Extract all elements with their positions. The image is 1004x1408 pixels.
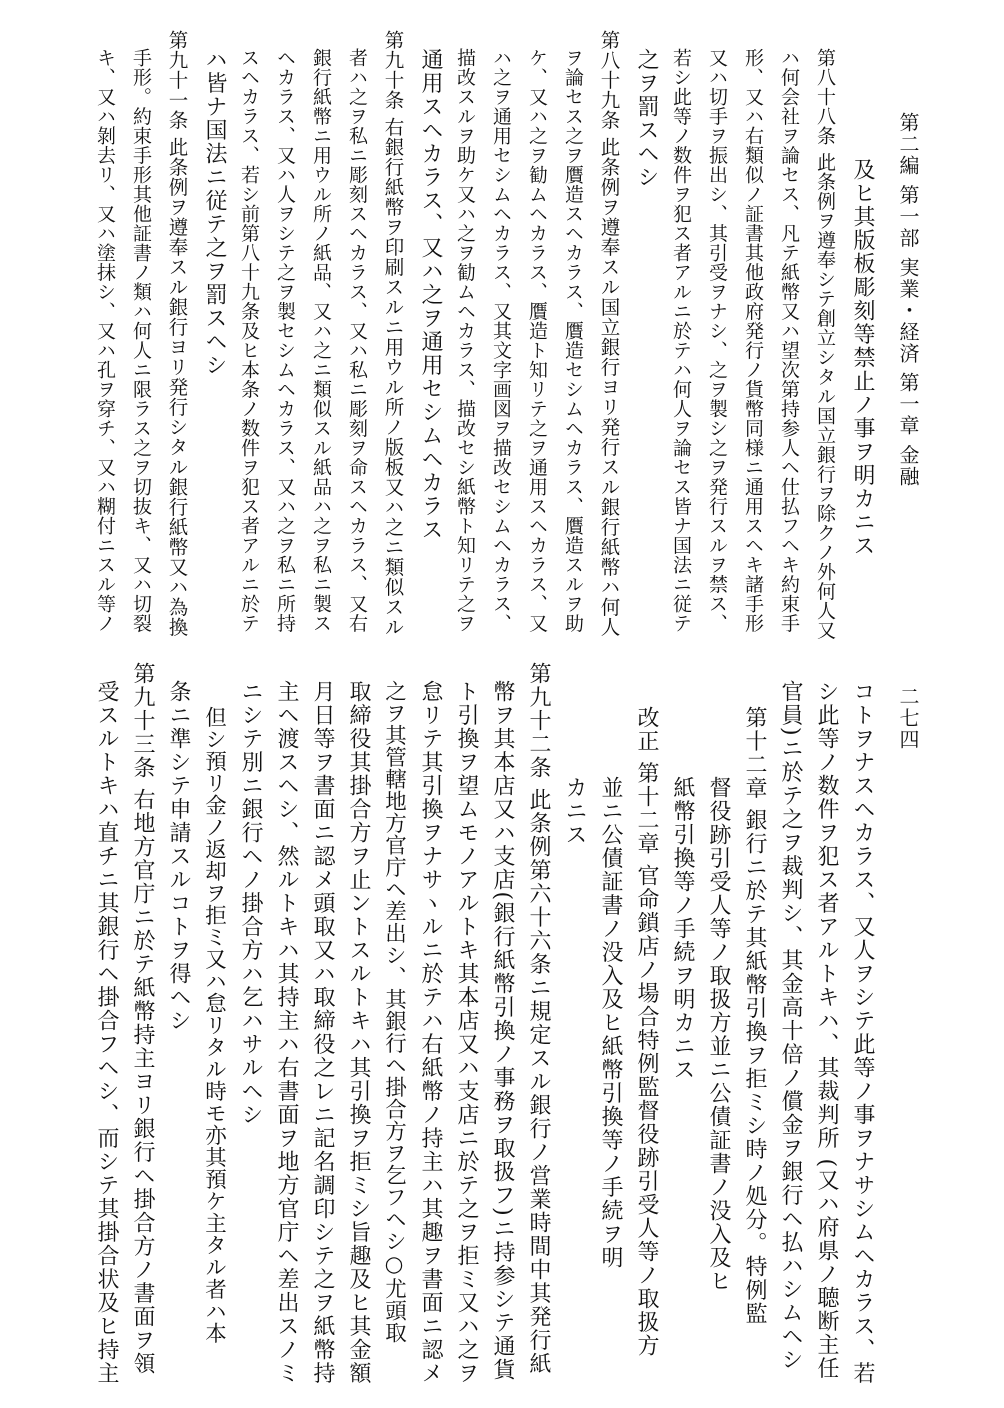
- text-column: 者ハ之ヲ私ニ彫刻スヘカラス、又ハ私ニ彫刻ヲ命スヘカラス、又右: [346, 48, 368, 633]
- chapter-heading: 第十二章 銀行ニ於テ其紙幣引換ヲ拒ミシ時ノ処分。特例監: [742, 706, 767, 1326]
- text-column: ヘカラス、又ハ人ヲシテ之ヲ製セシムヘカラス、又ハ之ヲ私ニ所持: [274, 48, 296, 633]
- text-column: 官員)ニ於テ之ヲ裁判シ、其金高十倍ノ償金ヲ銀行ヘ払ハシムヘシ: [778, 680, 803, 1372]
- text-column: 受スルトキハ直チニ其銀行ヘ掛合フヘシ、而シテ其掛合状及ヒ持主: [94, 680, 119, 1385]
- text-column: キ、又ハ剝去リ、又ハ塗抹シ、又ハ孔ヲ穿チ、又ハ糊付ニスル等ノ: [94, 48, 116, 633]
- text-column: ニシテ別ニ銀行ヘノ掛合方ハ乞ハサルヘシ: [238, 680, 263, 1127]
- text-column: ハ之ヲ通用セシムヘカラス、又其文字画図ヲ描改セシムヘカラス、: [490, 48, 512, 633]
- text-column: 手形。約束手形其他証書ノ類ハ何人ニ限ラス之ヲ切抜キ、又ハ切裂: [130, 48, 152, 633]
- chapter-heading: 並ニ公債証書ノ没入及ヒ紙幣引換等ノ手続ヲ明: [598, 776, 623, 1270]
- text-column: 条ニ準シテ申請スルコトヲ得ヘシ: [166, 680, 191, 1033]
- text-column: 又ハ切手ヲ振出シ、其引受ヲナシ、之ヲ製シ之ヲ発行スルヲ禁ス、: [706, 48, 728, 633]
- text-column: ケ、又ハ之ヲ勧ムヘカラス、贋造ト知リテ之ヲ通用スヘカラス、又: [526, 48, 548, 633]
- text-column: 第八十九条 此条例ヲ遵奉スル国立銀行ヨリ発行スル銀行紙幣ハ何人: [597, 30, 621, 637]
- text-column: ヲ論セス之ヲ贋造スヘカラス、贋造セシムヘカラス、贋造スルヲ助: [562, 48, 584, 633]
- text-column: 但シ預リ金ノ返却ヲ拒ミ又ハ怠リタル時モ亦其預ケ主タル者ハ本: [201, 706, 227, 1344]
- text-column: 及ヒ其版板彫刻等禁止ノ事ヲ明カニス: [850, 158, 875, 558]
- text-column: 之ヲ其管轄地方官庁ヘ差出シ、其銀行ヘ掛合方ヲ乞フヘシ○尤頭取: [381, 680, 407, 1344]
- text-column: 若シ此等ノ数件ヲ犯ス者アルニ於テハ何人ヲ論セス皆ナ国法ニ従テ: [670, 48, 692, 633]
- text-column: 第九十三条 右地方官庁ニ於テ紙幣持主ヨリ銀行ヘ掛合方ノ書面ヲ領: [130, 662, 155, 1376]
- chapter-heading: カニス: [562, 776, 587, 847]
- text-column: ト引換ヲ望ムモノアルトキ其本店又ハ支店ニ於テ之ヲ拒ミ又ハ之ヲ: [454, 680, 479, 1385]
- text-column: 幣ヲ其本店又ハ支店(銀行紙幣引換ノ事務ヲ取扱フ)ニ持参シテ通貨: [490, 680, 515, 1382]
- text-column: スヘカラス、若シ前第八十九条及ヒ本条ノ数件ヲ犯ス者アルニ於テ: [238, 48, 260, 633]
- text-column: シ此等ノ数件ヲ犯ス者アルトキハ、其裁判所 (又ハ府県ノ聴断主任: [814, 680, 839, 1381]
- page-number: 二七四: [896, 686, 920, 751]
- running-header: 第二編 第一部 実業・経済 第一章 金融: [896, 112, 920, 488]
- text-column: 月日等ヲ書面ニ認メ頭取又ハ取締役之レニ記名調印シテ之ヲ紙幣持: [310, 680, 335, 1385]
- text-column: コトヲナスヘカラス、又人ヲシテ此等ノ事ヲナサシムヘカラス、若: [850, 680, 875, 1385]
- text-column: 通用スヘカラス、又ハ之ヲ通用セシムヘカラス: [418, 48, 443, 542]
- text-column: 描改スルヲ助ケ又ハ之ヲ勧ムヘカラス、描改セシ紙幣ト知リテ之ヲ: [454, 48, 476, 633]
- text-column: 怠リテ其引換ヲナサヽルニ於テハ右紙幣ノ持主ハ其趣ヲ書面ニ認メ: [418, 680, 443, 1385]
- text-column: 銀行紙幣ニ用ウル所ノ紙品、又ハ之ニ類似スル紙品ハ之ヲ私ニ製ス: [310, 48, 332, 633]
- chapter-heading: 督役跡引受人等ノ取扱方並ニ公債証書ノ没入及ヒ: [706, 776, 731, 1293]
- text-column: 形、又ハ右類似ノ証書其他政府発行ノ貨幣同様ニ通用スヘキ諸手形: [742, 48, 764, 633]
- chapter-heading: 改正 第十二章 官命鎖店ノ場合特例監督役跡引受人等ノ取扱方: [634, 706, 659, 1358]
- text-column: ハ皆ナ国法ニ従テ之ヲ罰スヘシ: [202, 48, 227, 377]
- text-column: 第九十条 右銀行紙幣ヲ印刷スルニ用ウル所ノ版板又ハ之ニ類似スル: [381, 30, 405, 637]
- text-column: 取締役其掛合方ヲ止ントスルトキハ其引換ヲ拒ミシ旨趣及ヒ其金額: [346, 680, 371, 1385]
- text-column: 主ヘ渡スヘシ、然ルトキハ其持主ハ右書面ヲ地方官庁ヘ差出スノミ: [274, 680, 299, 1385]
- text-column: 第九十二条 此条例第六十六条ニ規定スル銀行ノ営業時間中其発行紙: [526, 662, 551, 1376]
- chapter-heading: 紙幣引換等ノ手続ヲ明カニス: [670, 776, 695, 1082]
- text-column: 第八十八条 此条例ヲ遵奉シテ創立シタル国立銀行ヲ除クノ外何人又: [814, 48, 836, 640]
- text-column: 第九十一条 此条例ヲ遵奉スル銀行ヨリ発行シタル銀行紙幣又ハ為換: [165, 30, 189, 637]
- text-column: ハ何会社ヲ論セス、凡テ紙幣又ハ望次第持参人ヘ仕払フヘキ約束手: [778, 48, 800, 633]
- text-column: 之ヲ罰スヘシ: [634, 48, 659, 189]
